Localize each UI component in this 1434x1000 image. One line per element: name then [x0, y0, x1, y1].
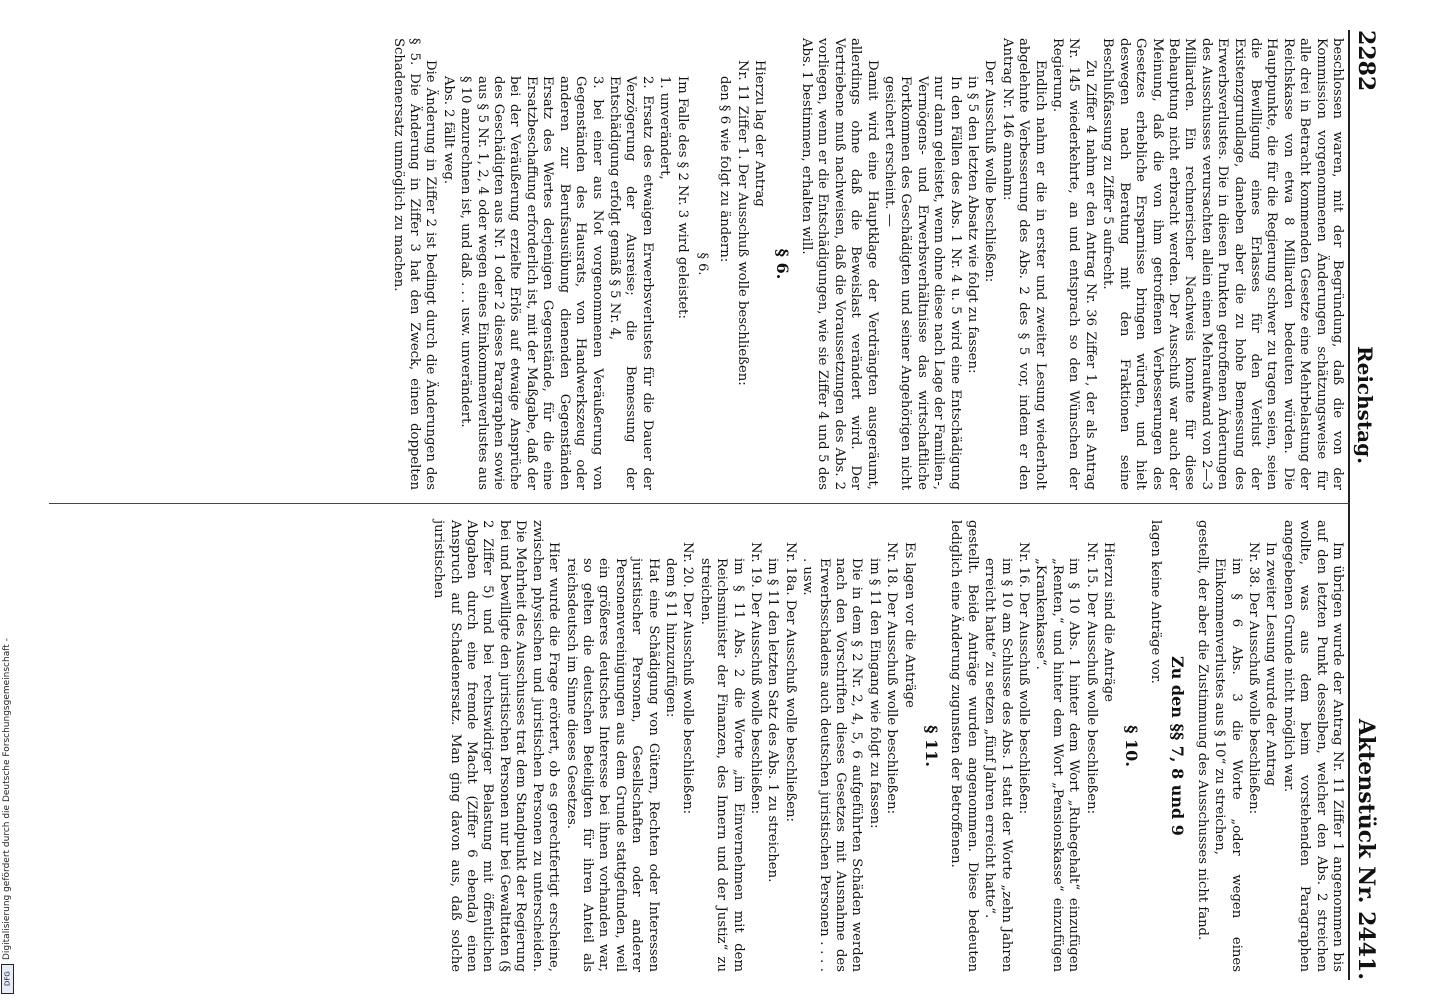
left-column: [49, 38, 1345, 490]
section-heading: Zu den §§ 7, 8 und 9: [1168, 656, 1188, 836]
paragraph: Der Ausschuß wolle beschließen:: [982, 60, 998, 283]
paragraph: Nr. 18. Der Ausschuß wolle beschließen:: [884, 542, 900, 815]
page-number: 2282: [1353, 30, 1379, 92]
paragraph: Nr. 16. Der Ausschuß wolle beschließen:: [1016, 542, 1032, 815]
paragraph: Zu Ziffer 4 nahm er den Antrag Nr. 36 Ziffer 1, der als Antrag Nr. 145 wiederkehrte, an und entsprach so den Wünschen der Regierung.: [1050, 38, 1098, 490]
paragraph: 1. unverändert,: [657, 76, 673, 180]
section-heading: § 11.: [922, 725, 942, 767]
paragraph: Es lagen vor die Anträge: [901, 542, 917, 708]
paragraph: Im übrigen wurde der Antrag Nr. 11 Ziffer 1 angenommen bis auf den letzten Punkt desselben, welcher den Abs. 2 streichen wollte, was aus dem beim vorstehenden Paragraphen angegebenen Grunde nicht möglich war.: [1280, 520, 1345, 972]
paragraph: im § 10 am Schlusse des Abs. 1 statt der Worte „zehn Jahren erreicht hatte“ zu setzen „fünf Jahren erreicht hatte“.: [982, 558, 1014, 972]
paragraph: im § 6 Abs. 3 die Worte „oder wegen eines Einkommenverlustes aus § 10“ zu streichen,: [1212, 558, 1244, 972]
paragraph: Nr. 19. Der Ausschuß wolle beschließen:: [748, 542, 763, 815]
paragraph: Nr. 15. Der Ausschuß wolle beschließen:: [1083, 542, 1099, 815]
paragraph: Hierzu lag der Antrag: [752, 60, 768, 207]
paragraph: Nr. 38. Der Ausschuß wolle beschließen:: [1245, 542, 1261, 815]
paragraph: Abs. 2 fällt weg.: [440, 76, 456, 185]
paragraph: im § 10 Abs. 1 hinter dem Wort „Ruhegehalt“ einzufügen „Renten,“ und hinter dem Wort „Pensionskasse“ einzufügen „Krankenkasse“.: [1033, 558, 1082, 972]
paragraph: gestellt, der aber die Zustimmung des Ausschusses nicht fand.: [1194, 520, 1210, 941]
paragraph: den § 6 wie folgt zu ändern:: [717, 76, 733, 263]
page-header: [1348, 30, 1389, 980]
paragraph: In zweiter Lesung wurde der Antrag: [1263, 542, 1279, 786]
right-column: [49, 520, 1345, 972]
paragraph: In den Fällen des Abs. 1 Nr. 4 u. 5 wird eine Entschädigung nur dann geleistet, wenn ohne diese nach Lage der Familien-, Vermögens- und Erwerbsverhältnisse das wirtschaftliche Fortkommen des Geschädigten und seiner Angehörigen nicht gesichert erscheint. —: [882, 76, 963, 490]
paragraph: im § 11 Abs. 2 die Worte „im Einvernehmen mit dem Reichsminister der Finanzen, des Innern und der Justiz“ zu streichen.: [697, 558, 746, 972]
paragraph: 2. Ersatz des etwaigen Erwerbsverlustes für die Dauer der Verzögerung der Ausreise; die Bemessung der Entschädigung erfolgt gemäß § 5 Nr. 4,: [606, 76, 655, 490]
paragraph: dem § 11 hinzuzufügen:: [662, 558, 678, 718]
paragraph: in § 5 den letzten Absatz wie folgt zu fassen:: [965, 76, 981, 374]
section-heading: § 10.: [1121, 725, 1141, 767]
paragraph: Im Falle des § 2 Nr. 3 wird geleistet:: [674, 76, 690, 319]
document-number: Aktenstück Nr. 2441.: [1353, 718, 1379, 980]
paragraph: Hat eine Schädigung von Gütern, Rechten oder Interessen juristischer Personen, Gesellschaften oder anderer Personenvereinigungen aus dem Grunde stattgefunden, weil ein größeres deutsches Interesse bei ihnen vorhanden war, so gelten die deutschen Beteiligten für ihren Anteil als reichsdeutsch im Sinne dieses Gesetzes.: [563, 558, 661, 972]
paragraph: gestellt. Beide Anträge wurden angenommen. Diese bedeuten lediglich eine Änderung zugunsten der Betroffenen.: [948, 520, 980, 972]
paragraph: Die in dem § 2 Nr. 2, 4, 5, 6 aufgeführten Schäden werden nach den Vorschriften dieses Gesetzes mit Ausnahme des Erwerbsschadens auch deutschen juristischen Personen . . . . . usw.: [800, 558, 865, 972]
paragraph: 3. bei einer aus Not vorgenommenen Veräußerung von Gegenständen des Hausrats, von Handwerkszeug oder anderen zur Berufsausübung dienenden Gegenständen Ersatz des Wertes derjenigen Gegenstände, für die eine Ersatzbeschaffung erforderlich ist, mit der Maßgabe, daß der bei der Veräußerung erzielte Erlös auf etwaige Ansprüche des Geschädigten aus Nr. 1 oder 2 dieses Paragraphen sowie aus § 5 Nr. 1, 2, 4 oder wegen eines Einkommenverlustes aus § 10 anzurechnen ist, und daß . . . usw. unverändert.: [458, 76, 605, 490]
paragraph: im § 11 den Eingang wie folgt zu fassen:: [866, 558, 882, 829]
section-heading: § 6.: [772, 248, 792, 280]
paragraph: Hier wurde die Frage erörtert, ob es gerechtfertigt erscheine, zwischen physischen und juristischen Personen zu unterscheiden. Die Mehrheit des Ausschusses trat dem Standpunkt der Regierung bei und bewilligte den juristischen Personen nur bei Gewalttaten (§ 2 Ziffer 5) und bei rechtswidriger Belastung mit öffentlichen Abgaben durch eine fremde Macht (Ziffer 6 ebenda) einen Anspruch auf Schadenersatz. Man ging davon aus, daß solche juristischen: [431, 520, 562, 972]
paragraph: Hierzu sind die Anträge: [1101, 542, 1117, 702]
paragraph: Nr. 18a. Der Ausschuß wolle beschließen:: [782, 542, 798, 822]
dfg-logo: DFG: [1, 964, 14, 994]
digitization-credit-text: Digitalisierung gefördert durch die Deutsche Forschungsgemeinschaft -: [2, 638, 12, 960]
paragraph: Nr. 20. Der Ausschuß wolle beschließen:: [680, 542, 696, 815]
page-body: [49, 30, 1389, 980]
paragraph: Damit wird eine Hauptklage der Verdrängten ausgeräumt, allerdings ohne daß die Beweislast verändert wird. Der Vertriebene muß nachweisen, daß die Voraussetzungen des Abs. 2 vorliegen, wenn er die Entschädigungen, wie sie Ziffer 4 und 5 des Abs. 1 bestimmen, erhalten will.: [799, 38, 880, 490]
paragraph: Die Änderung in Ziffer 2 ist bedingt durch die Änderungen des § 5. Die Änderung in Ziffer 3 hat den Zweck, einen doppelten Schadenersatz unmöglich zu machen.: [390, 38, 439, 490]
paragraph: Nr. 11 Ziffer 1. Der Ausschuß wolle beschließen:: [734, 60, 750, 386]
header-title: Reichstag.: [1353, 345, 1377, 465]
section-heading: § 6.: [694, 252, 710, 276]
paragraph: im § 11 den letzten Satz des Abs. 1 zu streichen.: [765, 558, 781, 883]
column-divider: [49, 503, 1349, 504]
paragraph: beschlossen waren, mit der Begründung, daß die von der Kommission vorgenommenen Änderungen schätzungsweise für alle drei in Betracht kommenden Gesetze eine Mehrbelastung der Reichskasse von etwa 8 Milliarden bedeuten würden. Die Hauptpunkte, die für die Regierung schwer zu tragen seien, seien die Bewilligung eines Erlasses für den Verlust der Existenzgrundlage, daneben aber die zu hohe Bemessung des Erwerbsverlustes. Die in diesen Punkten getroffenen Änderungen des Ausschusses verursachten allein einen Mehraufwand von 2—3 Milliarden. Ein rechnerischer Nachweis konnte für diese Behauptung nicht erbracht werden. Der Ausschuß war auch der Meinung, daß die von ihm getroffenen Verbesserungen des Gesetzes erhebliche Ersparnisse bringen würden, und hielt deswegen nach Beratung mit den Fraktionen seine Beschlußfassung zu Ziffer 5 aufrecht.: [1100, 38, 1345, 490]
paragraph: Endlich nahm er die in erster und zweiter Lesung wiederholt abgelehnte Verbesserung des Abs. 2 des § 5 vor, indem er den Antrag Nr. 146 annahm:: [999, 38, 1048, 490]
paragraph: lagen keine Anträge vor.: [1147, 520, 1163, 684]
